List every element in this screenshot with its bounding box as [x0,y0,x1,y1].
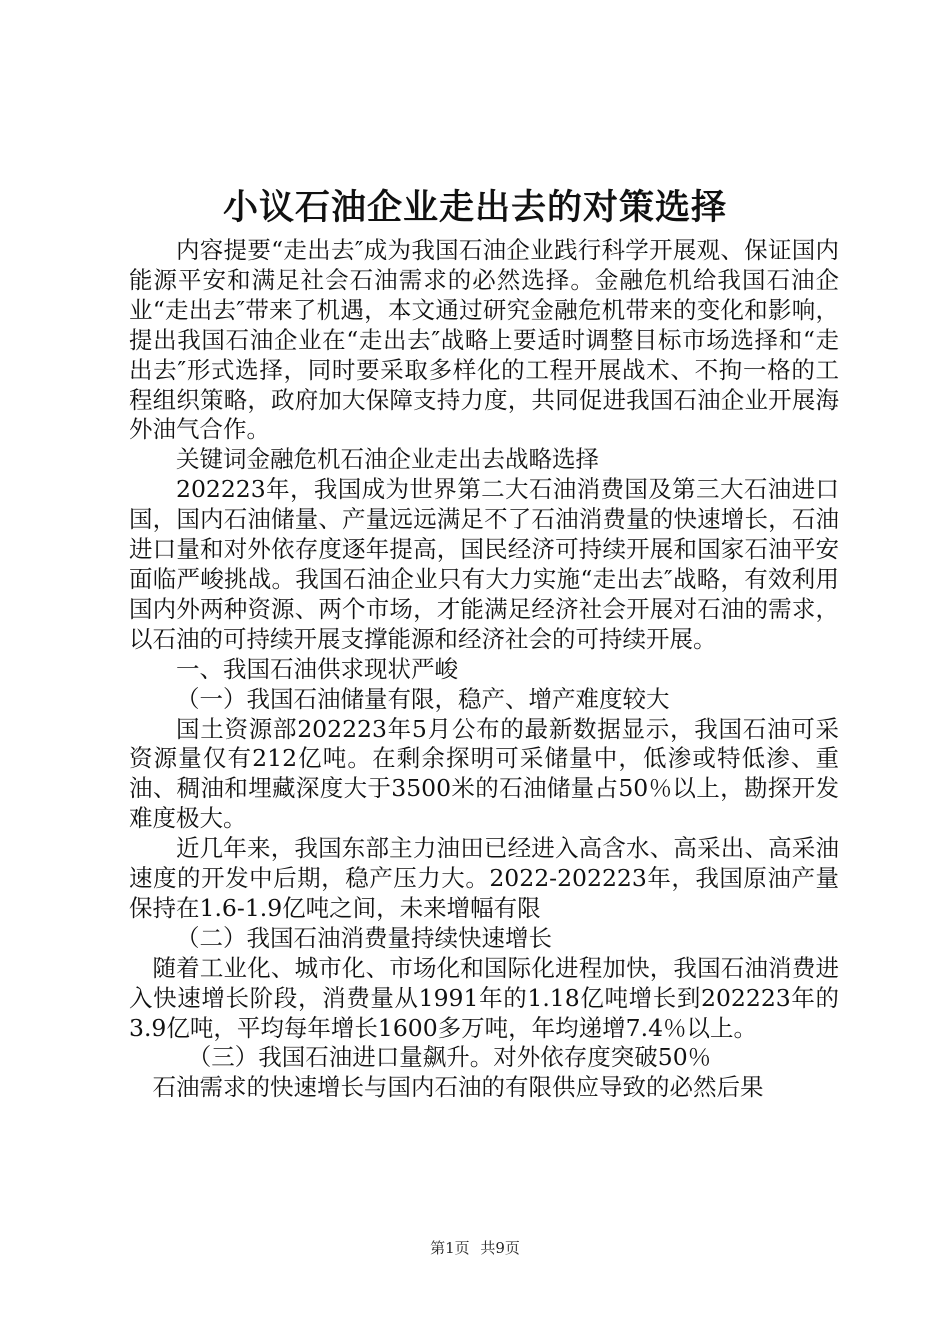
subsection-heading-2: （二）我国石油消费量持续快速增长 [176,923,552,952]
page-number: 第1页 [430,1239,470,1257]
page-total: 共9页 [480,1239,520,1257]
paragraph-intro: 202223年，我国成为世界第二大石油消费国及第三大石油进口国，国内石油储量、产量远远满足不了石油消费量的快速增长，石油进口量和对外依存度逐年提高，国民经济可持续开展和国家石油平安面临严峻挑战。我国石油企业只有大力实施“走出去″战略，有效利用国内外两种资源、两个市场，才能满足经济社会开展对石油的需求，以石油的可持续开展支撑能源和经济社会的可持续开展。 [129,475,839,653]
paragraph-demand: 石油需求的快速增长与国内石油的有限供应导致的必然后果 [152,1073,764,1102]
paragraph-consumption: 随着工业化、城市化、市场化和国际化进程加快，我国石油消费进入快速增长阶段，消费量从1991年的1.18亿吨增长到202223年的3.9亿吨，平均每年增长1600多万吨，年均递增7.4％以上。 [129,953,839,1042]
paragraph-abstract: 内容提要“走出去″成为我国石油企业践行科学开展观、保证国内能源平安和满足社会石油需求的必然选择。金融危机给我国石油企业“走出去″带来了机遇，本文通过研究金融危机带来的变化和影响，提出我国石油企业在“走出去″战略上要适时调整目标市场选择和“走出去″形式选择，同时要采取多样化的工程开展战术、不拘一格的工程组织策略，政府加大保障支持力度，共同促进我国石油企业开展海外油气合作。 [129,236,839,444]
paragraph-keywords: 关键词金融危机石油企业走出去战略选择 [176,445,599,474]
paragraph-reserves: 国土资源部202223年5月公布的最新数据显示，我国石油可采资源量仅有212亿吨。在剩余探明可采储量中，低渗或特低渗、重油、稠油和埋藏深度大于3500米的石油储量占50％以上，勘探开发难度极大。 [129,714,839,833]
document-title: 小议石油企业走出去的对策选择 [222,187,727,228]
document-body [129,236,839,1103]
page-footer [0,1238,950,1258]
section-heading-1: 一、我国石油供求现状严峻 [176,654,458,683]
paragraph-oilfields: 近几年来，我国东部主力油田已经进入高含水、高采出、高采油速度的开发中后期，稳产压力大。2022-202223年，我国原油产量保持在1.6-1.9亿吨之间，未来增幅有限 [129,834,839,922]
subsection-heading-1: （一）我国石油储量有限，稳产、增产难度较大 [176,684,670,713]
subsection-heading-3: （三）我国石油进口量飙升。对外依存度突破50％ [187,1043,712,1072]
